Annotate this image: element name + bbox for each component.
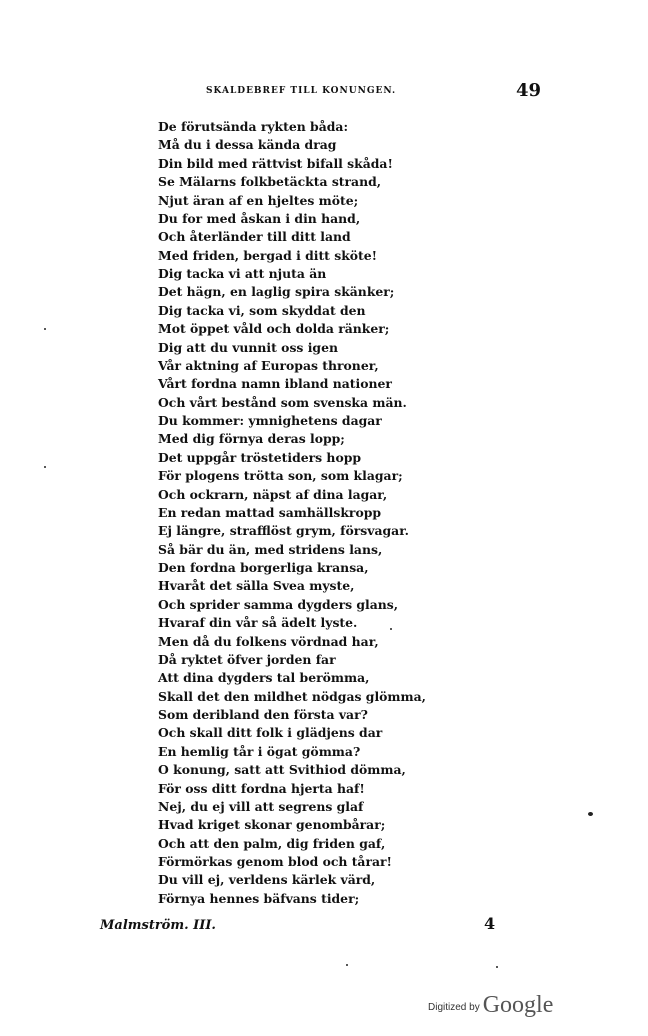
digitized-by-google [428, 992, 553, 1019]
poem-line: Hvaråt det sälla Svea myste, [158, 578, 355, 594]
ink-speck [496, 966, 498, 968]
poem-line: För plogens trötta son, som klagar; [158, 468, 403, 484]
ink-speck [588, 812, 593, 816]
poem-line: Och sprider samma dygders glans, [158, 596, 399, 612]
poem-line: De förutsända rykten båda: [158, 119, 349, 134]
page-number: 49 [516, 80, 542, 101]
poem-line: Se Mälarns folkbetäckta strand, [158, 174, 382, 190]
signature-number: 4 [484, 914, 496, 933]
poem-line: En hemlig tår i ögat gömma? [158, 743, 361, 759]
poem-line: För oss ditt fordna hjerta haf! [158, 780, 365, 796]
ink-speck [44, 328, 46, 330]
poem-line: Du for med åskan i din hand, [158, 210, 361, 226]
poem-line: Dig tacka vi att njuta än [158, 266, 327, 281]
poem-line: Vårt fordna namn ibland nationer [158, 376, 392, 392]
poem-line: Du kommer: ymnighetens dagar [158, 413, 382, 428]
poem-line: O konung, satt att Svithiod dömma, [158, 762, 406, 778]
poem-line: Mot öppet våld och dolda ränker; [158, 321, 390, 337]
poem-line: Ej längre, strafflöst grym, försvagar. [158, 523, 409, 539]
poem-line: Och skall ditt folk i glädjens dar [158, 725, 383, 741]
poem-line: Det hägn, en laglig spira skänker; [158, 284, 395, 300]
poem-line: Och att den palm, dig friden gaf, [158, 835, 386, 851]
ink-speck [346, 964, 348, 966]
poem-line: Förmörkas genom blod och tårar! [158, 854, 392, 869]
poem-line: Och vårt bestånd som svenska män. [158, 394, 407, 410]
poem-line: Som deribland den första var? [158, 707, 368, 722]
poem-line: Njut äran af en hjeltes möte; [158, 192, 359, 208]
poem-line: Förnya hennes bäfvans tider; [158, 890, 360, 906]
poem-line: Så bär du än, med stridens lans, [158, 541, 383, 557]
poem-line: Det uppgår tröstetiders hopp [158, 449, 362, 465]
poem-line: Och återländer till ditt land [158, 229, 351, 245]
ink-speck [390, 628, 392, 630]
poem-line: Med friden, bergad i ditt sköte! [158, 247, 378, 263]
poem-line: Men då du folkens vördnad har, [158, 633, 379, 649]
digitized-by-label: Digitized by [428, 1002, 480, 1013]
poem-line: Din bild med rättvist bifall skåda! [158, 155, 393, 171]
poem-line: En redan mattad samhällskropp [158, 504, 382, 520]
poem-line: Må du i dessa kända drag [158, 137, 337, 153]
poem-line: Att dina dygders tal berömma, [158, 670, 370, 686]
poem-line: Hvaraf din vår så ädelt lyste. [158, 615, 358, 631]
running-head: SKALDEBREF TILL KONUNGEN. [206, 86, 397, 96]
poem [158, 118, 426, 908]
poem-line: Och ockrarn, näpst af dina lagar, [158, 486, 388, 502]
poem-line: Du vill ej, verldens kärlek värd, [158, 872, 376, 888]
poem-line: Då ryktet öfver jorden far [158, 651, 336, 667]
poem-line: Vår aktning af Europas throner, [158, 357, 379, 373]
poem-line: Med dig förnya deras lopp; [158, 431, 345, 447]
poem-line: Dig att du vunnit oss igen [158, 339, 338, 355]
poem-line: Den fordna borgerliga kransa, [158, 560, 369, 575]
poem-line: Dig tacka vi, som skyddat den [158, 302, 366, 318]
signature-mark: Malmström. III. [100, 918, 216, 933]
poem-line: Hvad kriget skonar genombårar; [158, 817, 386, 833]
google-logo: Google [482, 992, 554, 1018]
poem-line: Skall det den mildhet nödgas glömma, [158, 688, 426, 704]
poem-line: Nej, du ej vill att segrens glaf [158, 798, 364, 814]
ink-speck [44, 466, 46, 468]
